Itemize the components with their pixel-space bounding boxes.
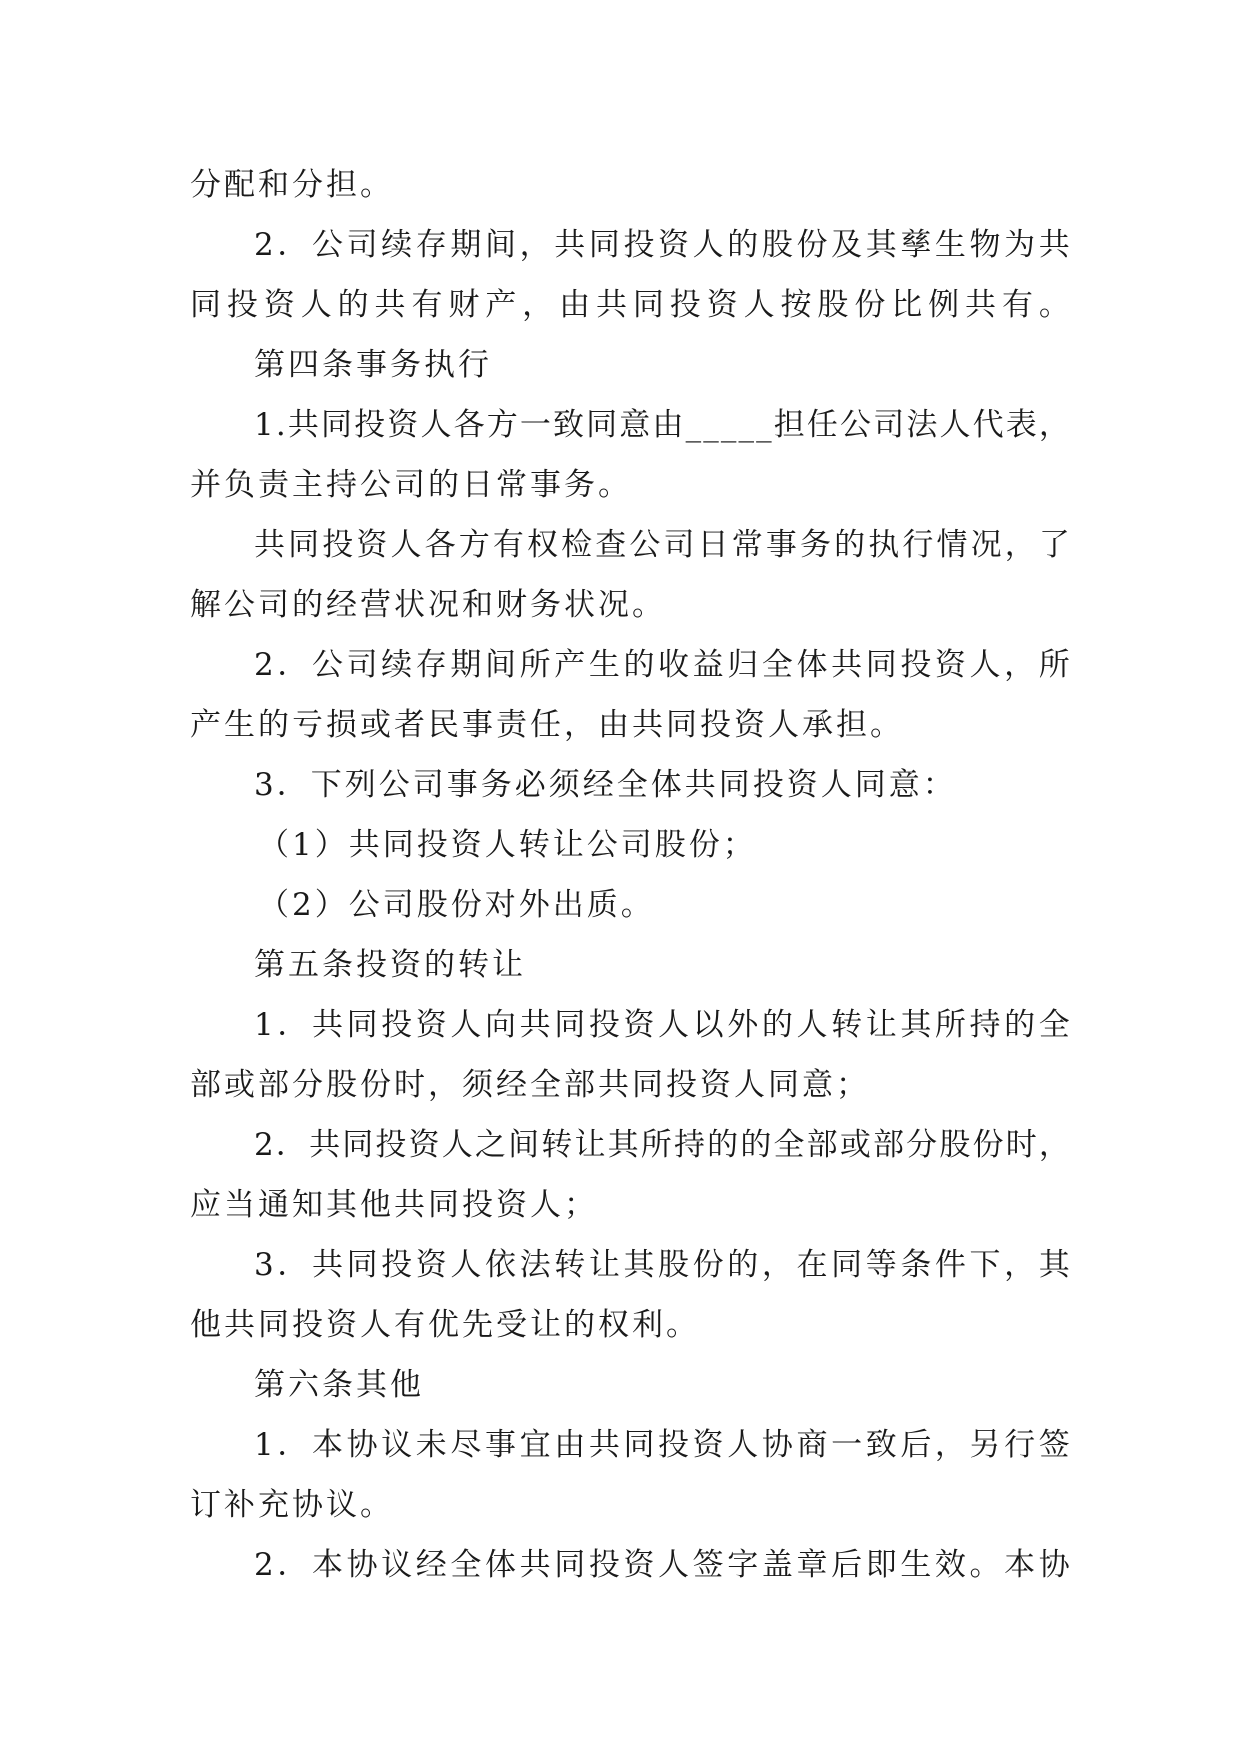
- text-line: 2 ． 本 协 议 经 全 体 共 同 投 资 人 签 字 盖 章 后 即 生 效 。 本 协: [254, 1547, 1070, 1583]
- text-line: 2 ． 公 司 续 存 期 间 所 产 生 的 收 益 归 全 体 共 同 投 资 人 ， 所: [254, 647, 1070, 683]
- text-line: 第六条其他: [254, 1367, 424, 1403]
- text-line: 1 . 共 同 投 资 人 各 方 一 致 同 意 由 _ _ _ _ _ 担 任 公 司 法 人 代 表 ，: [254, 407, 1070, 443]
- text-line: 订补充协议。: [190, 1487, 394, 1523]
- text-line: 解公司的经营状况和财务状况。: [190, 587, 666, 623]
- text-line: 应当通知其他共同投资人；: [190, 1187, 598, 1223]
- text-line: 3 ． 共 同 投 资 人 依 法 转 让 其 股 份 的 ， 在 同 等 条 件 下 ， 其: [254, 1247, 1070, 1283]
- text-line: 3．下列公司事务必须经全体共同投资人同意：: [254, 767, 957, 803]
- text-line: 同 投 资 人 的 共 有 财 产 ， 由 共 同 投 资 人 按 股 份 比 例 共 有 。: [190, 287, 1070, 323]
- text-line: 第四条事务执行: [254, 347, 492, 383]
- text-line: （1）共同投资人转让公司股份；: [258, 827, 757, 863]
- text-line: 第五条投资的转让: [254, 947, 526, 983]
- text-line: 并负责主持公司的日常事务。: [190, 467, 632, 503]
- text-line: 产生的亏损或者民事责任，由共同投资人承担。: [190, 707, 904, 743]
- text-line: 共 同 投 资 人 各 方 有 权 检 查 公 司 日 常 事 务 的 执 行 情 况 ， 了: [254, 527, 1070, 563]
- text-line: 1 ． 本 协 议 未 尽 事 宜 由 共 同 投 资 人 协 商 一 致 后 ， 另 行 签: [254, 1427, 1070, 1463]
- text-line: 1 ． 共 同 投 资 人 向 共 同 投 资 人 以 外 的 人 转 让 其 所 持 的 全: [254, 1007, 1070, 1043]
- text-line: 2 ． 共 同 投 资 人 之 间 转 让 其 所 持 的 的 全 部 或 部 分 股 份 时 ，: [254, 1127, 1070, 1163]
- text-line: （2）公司股份对外出质。: [258, 887, 655, 923]
- text-line: 他共同投资人有优先受让的权利。: [190, 1307, 700, 1343]
- document-body: [190, 155, 1070, 1595]
- text-line: 分配和分担。: [190, 167, 394, 203]
- text-line: 部或部分股份时，须经全部共同投资人同意；: [190, 1067, 870, 1103]
- text-line: 2 ． 公 司 续 存 期 间 ， 共 同 投 资 人 的 股 份 及 其 孳 生 物 为 共: [254, 227, 1070, 263]
